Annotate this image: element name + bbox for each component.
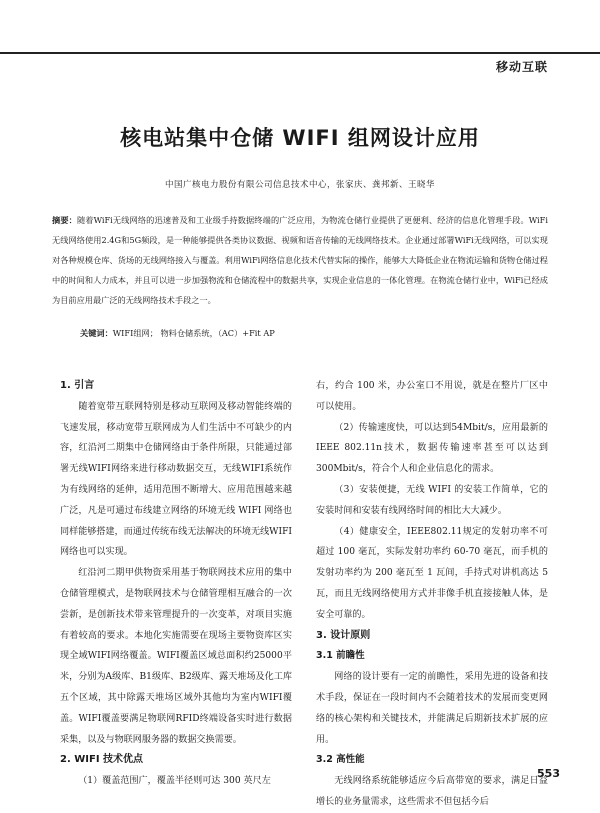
paragraph-forward-looking: 网络的设计要有一定的前瞻性，采用先进的设备和技术手段，保证在一段时间内不会随着技术的发展而变更网络的核心架构和关键技术，并能满足后期新技术扩展的应用。: [316, 672, 548, 745]
right-column: [316, 376, 548, 813]
left-column: [60, 376, 292, 792]
heading-forward-looking: 3.1 前瞻性: [316, 650, 365, 662]
abstract-label: 摘要：: [52, 215, 77, 225]
paragraph-intro-1: 随着宽带互联网特别是移动互联网及移动智能终端的飞速发展，移动宽带互联网成为人们生活中不可缺少的内容，红沿河二期集中仓储网络由于条件所限，只能通过部署无线WIFI网络来进行移动数据交互，无线WIFI系统作为有线网络的延伸，适用范围不断增大、应用范围越来越广泛，凡是可通过布线建立网络的环境无线 WIFI 网络也同样能够搭建，而通过传统布线无法解决的环境无线WIFI网络也可以实现。: [60, 401, 292, 558]
paragraph-wifi-1-continued: 右，约合 100 米，办公室口不用说，就是在整片厂区中可以使用。: [316, 381, 548, 412]
heading-introduction: 1. 引言: [60, 380, 95, 391]
keywords: [80, 328, 550, 339]
paragraph-wifi-2: （2）传输速度快，可以达到54Mbit/s，应用最新的IEEE 802.11n技术，数据传输速率甚至可以达到300Mbit/s，符合个人和企业信息化的需求。: [316, 422, 548, 475]
paragraph-high-performance: 无线网络系统能够适应今后高带宽的要求，满足日益增长的业务量需求，这些需求不但包括今后: [316, 776, 548, 807]
heading-wifi-advantages: 2. WIFI 技术优点: [60, 754, 144, 766]
heading-design-principles: 3. 设计原则: [316, 629, 371, 641]
paragraph-wifi-3: （3）安装便捷，无线 WIFI 的安装工作简单，它的安装时间和安装有线网络时间的相比大大减少。: [316, 484, 548, 516]
paragraph-wifi-4: （4）健康安全，IEEE802.11规定的发射功率不可超过 100 毫瓦，实际发射功率约 60-70 毫瓦，而手机的发射功率约为 200 毫瓦至 1 瓦间，手持式对讲机高达 5 瓦，而且无线网络使用方式并非像手机直接接触人体，是安全可靠的。: [316, 526, 548, 620]
page-number: 553: [537, 767, 560, 780]
keywords-label: 关键词：: [80, 328, 113, 338]
section-label: 移动互联: [495, 60, 548, 74]
article-title: 核电站集中仓储 WIFI 组网设计应用: [120, 126, 480, 150]
abstract-text: 随着WiFi无线网络的迅速普及和工业级手持数据终端的广泛应用，为物流仓储行业提供了更便利、经济的信息化管理手段。WiFi无线网络使用2.4G和5G频段，是一种能够提供各类协议数据、视频和语音传输的无线网络技术。企业通过部署WiFi无线网络，可以实现对各种规模仓库、货场的无线网络接入与覆盖。利用WiFi网络信息化技术代替实际的操作，能够大大降低企业在物流运输和货物仓储过程中的时间和人力成本，并且可以进一步加强物流和仓储流程中的数据共享，实现企业信息的一体化管理。在物流仓储行业中，WiFi已经成为目前应用最广泛的无线网络技术手段之一。: [52, 215, 548, 305]
paragraph-wifi-1: （1）覆盖范围广，覆盖半径则可达 300 英尺左: [78, 776, 271, 787]
header-rule: [0, 52, 600, 54]
keywords-text: WIFI组网； 物料仓储系统，（AC）+Fit AP: [112, 328, 275, 338]
heading-high-performance: 3.2 高性能: [316, 754, 365, 766]
abstract: [52, 210, 548, 310]
paragraph-intro-2: 红沿河二期甲供物资采用基于物联网技术应用的集中仓储管理模式，是物联网技术与仓储管理相互融合的一次尝新，是创新技术带来管理提升的一次变革，对项目实施有着较高的要求。本地化实施需要在现场主要物资库区实现全域WIFI网络覆盖。WIFI覆盖区域总面积约25000平米，分别为A级库、B1级库、B2级库、露天堆场及化工库五个区域，其中除露天堆场区域外其他均为室内WIFI覆盖。WIFI覆盖要满足物联网RFID终端设备实时进行数据采集，以及与物联网服务器的数据交换需要。: [60, 568, 292, 745]
author-line: 中国广核电力股份有限公司信息技术中心，张家庆、龚邦新、王晓华: [164, 180, 435, 190]
